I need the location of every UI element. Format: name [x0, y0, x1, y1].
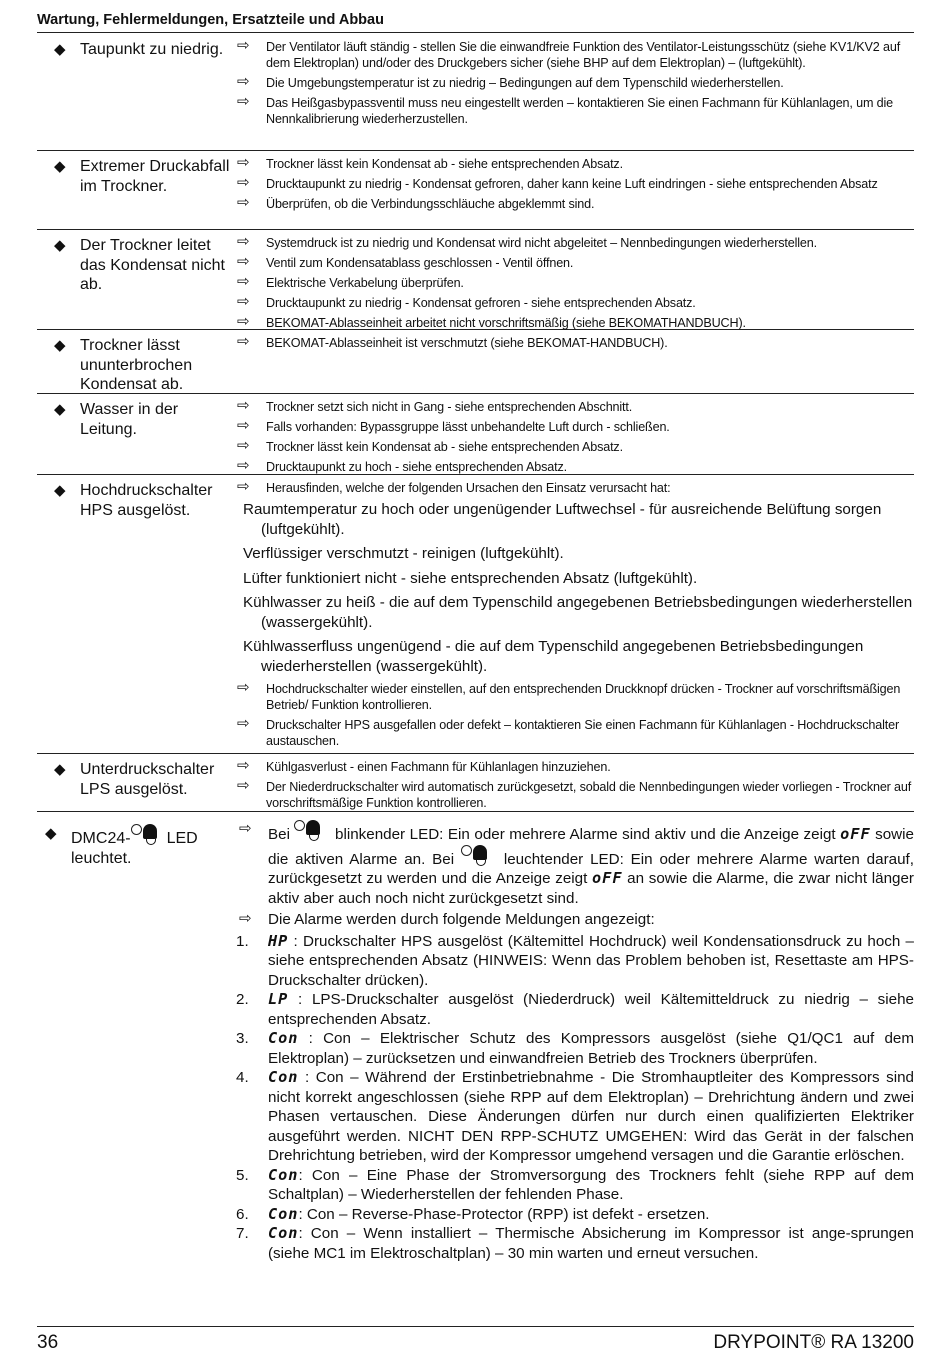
alarm-item: 6. Con: Con – Reverse-Phase-Protector (RPP) ist defekt - ersetzen. [236, 1204, 710, 1223]
remedy-item: ⇨ Elektrische Verkabelung überprüfen. [237, 273, 464, 290]
remedy-item: ⇨ Trockner lässt kein Kondensat ab - siehe entsprechenden Absatz. [237, 437, 623, 454]
table-row [37, 34, 914, 151]
table-row [37, 230, 914, 330]
arrow-right-icon: ⇨ [237, 715, 250, 732]
arrow-right-icon: ⇨ [237, 93, 250, 110]
diamond-bullet-icon: ◆ [54, 237, 66, 254]
arrow-right-icon: ⇨ [237, 293, 250, 310]
cause-item: Verflüssiger verschmutzt - reinigen (luftgekühlt). [243, 545, 564, 562]
arrow-right-icon: ⇨ [237, 397, 250, 414]
alarm-bell-icon [131, 824, 167, 846]
display-code: Con [268, 1204, 299, 1223]
arrow-right-icon: ⇨ [237, 679, 250, 696]
display-code: oFF [592, 869, 623, 887]
display-code: Con [268, 1224, 299, 1242]
arrow-right-icon: ⇨ [237, 478, 250, 495]
remedy-cell [236, 820, 914, 1263]
alarm-bell-icon [461, 845, 497, 867]
fault-text: Taupunkt zu niedrig. [80, 41, 224, 58]
product-name: DRYPOINT® RA 13200 [713, 1332, 914, 1353]
troubleshooting-table [37, 34, 914, 1312]
display-code: Con [268, 1068, 299, 1086]
fault-cell [54, 481, 234, 520]
fault-cell [54, 400, 234, 439]
remedy-item: ⇨ BEKOMAT-Ablasseinheit arbeitet nicht vorschriftsmäßig (siehe BEKOMATHANDBUCH). [237, 313, 746, 330]
display-code: oFF [840, 825, 871, 843]
remedy-item: ⇨ Die Alarme werden durch folgende Meldungen angezeigt: [239, 910, 655, 928]
remedy-item: ⇨ Ventil zum Kondensatablass geschlossen - Ventil öffnen. [237, 253, 574, 270]
page-number: 36 [37, 1332, 59, 1353]
remedy-item: ⇨ Bei blinkender LED: Ein oder mehrere Alarme sind aktiv und die Anzeige zeigt oFF sowie die aktiven Alarme an. Bei leuchtender LED: Ein oder mehrere Alarme warten darauf, zurückgesetzt zu werden und die Anzeige zeigt oFF an sowie die Alarme, die zwar nicht länger aktiv aber auch noch nicht zurückgesetzt sind. [239, 820, 914, 907]
arrow-right-icon: ⇨ [237, 194, 250, 211]
table-row [37, 812, 914, 1312]
display-code: LP [268, 990, 289, 1008]
remedy-item: ⇨ Die Umgebungstemperatur ist zu niedrig – Bedingungen auf dem Typenschild wiederherstellen. [237, 73, 784, 90]
arrow-right-icon: ⇨ [237, 253, 250, 270]
display-code: HP [268, 931, 289, 950]
diamond-bullet-icon: ◆ [54, 761, 66, 778]
remedy-item: ⇨ Drucktaupunkt zu hoch - siehe entsprechenden Absatz. [237, 457, 567, 474]
header-divider [37, 32, 914, 33]
diamond-bullet-icon: ◆ [54, 401, 66, 418]
arrow-right-icon: ⇨ [237, 333, 250, 350]
alarm-item: 3. Con : Con – Elektrischer Schutz des Kompressors ausgelöst (siehe Q1/QC1 auf dem Elektroplan) – zurücksetzen und einwandfreien Betrieb des Trockners überprüfen. [236, 1029, 914, 1067]
remedy-item: ⇨ Hochdruckschalter wieder einstellen, auf den entsprechenden Druckknopf drücken - Trockner auf vorschriftsmäßigen Betrieb/ Funktion kontrollieren. [237, 679, 901, 712]
fault-cell [54, 760, 234, 799]
remedy-item: ⇨ Trockner lässt kein Kondensat ab - siehe entsprechenden Absatz. [237, 154, 623, 171]
arrow-right-icon: ⇨ [237, 174, 250, 191]
fault-text: DMC24- [71, 830, 131, 847]
table-row [37, 754, 914, 812]
remedy-item: ⇨ Falls vorhanden: Bypassgruppe lässt unbehandelte Luft durch - schließen. [237, 417, 670, 434]
cause-item: Kühlwasser zu heiß - die auf dem Typenschild angegebenen Betriebsbedingungen wiederherstellen (wassergekühlt). [243, 594, 913, 631]
remedy-item: ⇨ Der Ventilator läuft ständig - stellen Sie die einwandfreie Funktion des Ventilator-Leistungsschütz (siehe KV1/KV2 auf dem Elektroplan) und/oder des Druckgebers sicher (siehe BHP auf dem Elektroplan) – (luftgekühlt). [237, 37, 901, 70]
fault-cell [45, 824, 225, 868]
alarm-item: 7. Con: Con – Wenn installiert – Thermische Absicherung im Kompressor ist ange-sprungen (siehe MC1 im Elektroschaltplan) – 30 min warten und erneut versuchen. [236, 1224, 914, 1262]
arrow-right-icon: ⇨ [237, 777, 250, 794]
remedy-item: ⇨ Trockner setzt sich nicht in Gang - siehe entsprechenden Abschnitt. [237, 397, 633, 414]
page-header: Wartung, Fehlermeldungen, Ersatzteile und Abbau [37, 12, 384, 28]
cause-item: Kühlwasserfluss ungenügend - die auf dem Typenschild angegebenen Betriebsbedingungen wiederherstellen (wassergekühlt). [243, 638, 864, 675]
arrow-right-icon: ⇨ [239, 910, 252, 927]
remedy-item: ⇨ Drucktaupunkt zu niedrig - Kondensat gefroren, daher kann keine Luft eindringen - siehe entsprechenden Absatz [237, 174, 878, 191]
arrow-right-icon: ⇨ [237, 73, 250, 90]
table-row [37, 330, 914, 394]
fault-cell [54, 236, 234, 295]
alarm-item: 5. Con: Con – Eine Phase der Stromversorgung des Trockners fehlt (siehe RPP auf dem Schaltplan) – Wiederherstellen der fehlenden Phase. [236, 1165, 914, 1203]
arrow-right-icon: ⇨ [237, 417, 250, 434]
arrow-right-icon: ⇨ [237, 457, 250, 474]
fault-text: Extremer Druckabfall im Trockner. [80, 158, 230, 195]
fault-text: Der Trockner leitet das Kondensat nicht ab. [80, 237, 225, 293]
remedy-cell [237, 759, 914, 815]
remedy-item: ⇨ Druckschalter HPS ausgefallen oder defekt – kontaktieren Sie einen Fachmann für Kühlanlagen - Hochdruckschalter austauschen. [237, 715, 899, 748]
arrow-right-icon: ⇨ [237, 273, 250, 290]
fault-text: Wasser in der Leitung. [80, 401, 179, 438]
fault-text: Unterdruckschalter LPS ausgelöst. [80, 761, 215, 798]
remedy-item: ⇨ Der Niederdruckschalter wird automatisch zurückgesetzt, sobald die Nennbedingungen wieder vorliegen - Trockner auf vorschriftsmäßige Funktion kontrollieren. [237, 777, 912, 810]
fault-cell [54, 336, 234, 395]
arrow-right-icon: ⇨ [239, 820, 252, 837]
diamond-bullet-icon: ◆ [54, 158, 66, 175]
cause-item: Lüfter funktioniert nicht - siehe entsprechenden Absatz (luftgekühlt). [243, 569, 698, 587]
remedy-cell [237, 39, 914, 131]
alarm-item: 2. LP : LPS-Druckschalter ausgelöst (Niederdruck) weil Kältemitteldruck zu niedrig – siehe entsprechenden Absatz. [236, 990, 914, 1028]
diamond-bullet-icon: ◆ [54, 41, 66, 58]
arrow-right-icon: ⇨ [237, 233, 250, 250]
remedy-cell [237, 399, 914, 479]
arrow-right-icon: ⇨ [237, 313, 250, 330]
display-code: Con [268, 1029, 299, 1047]
remedy-item: ⇨ Kühlgasverlust - einen Fachmann für Kühlanlagen hinzuziehen. [237, 757, 611, 774]
table-row [37, 475, 914, 754]
fault-text: Trockner lässt ununterbrochen Kondensat ab. [80, 337, 193, 393]
arrow-right-icon: ⇨ [237, 37, 250, 54]
table-row [37, 151, 914, 230]
remedy-item: ⇨ Überprüfen, ob die Verbindungsschläuche abgeklemmt sind. [237, 194, 595, 211]
fault-text: Hochdruckschalter HPS ausgelöst. [80, 482, 213, 519]
diamond-bullet-icon: ◆ [54, 482, 66, 499]
remedy-item: ⇨ Das Heißgasbypassventil muss neu eingestellt werden – kontaktieren Sie einen Fachmann für Kühlanlagen, um die Nennkalibrierung wiederherzustellen. [237, 93, 893, 126]
fault-text: LED leuchtet. [71, 830, 198, 867]
remedy-item: ⇨ BEKOMAT-Ablasseinheit ist verschmutzt (siehe BEKOMAT-HANDBUCH). [237, 333, 668, 350]
remedy-cell [237, 335, 914, 355]
remedy-item: ⇨ Systemdruck ist zu niedrig und Kondensat wird nicht abgeleitet – Nennbedingungen wiederherstellen. [237, 233, 817, 250]
display-code: Con [268, 1165, 299, 1184]
alarm-bell-icon [294, 820, 330, 842]
remedy-item: ⇨ Drucktaupunkt zu niedrig - Kondensat gefroren - siehe entsprechenden Absatz. [237, 293, 696, 310]
diamond-bullet-icon: ◆ [45, 825, 57, 842]
diamond-bullet-icon: ◆ [54, 337, 66, 354]
remedy-cell [237, 235, 914, 335]
cause-item: Raumtemperatur zu hoch oder ungenügender Luftwechsel - für ausreichende Belüftung sorgen (luftgekühlt). [243, 501, 882, 538]
remedy-cell [237, 156, 914, 216]
table-row [37, 394, 914, 475]
alarm-item: 4. Con : Con – Während der Erstinbetriebnahme - Die Stromhauptleiter des Kompressors sind nicht korrekt angeschlossen (siehe RPP auf dem Elektroplan) – Drehrichtung ändern und zwei Phasen vertauschen. Diese Änderungen dürfen nur durch einen qualifizierten Elektriker ausgeführt werden. NICHT DEN RPP-SCHUTZ UMGEHEN: Wird das Gerät in der falschen Drehrichtung betrieben, wird der Kompressor umgehend versagen und die Garantie erlöschen. [236, 1068, 914, 1164]
footer-divider [37, 1326, 914, 1327]
remedy-item: ⇨ Herausfinden, welche der folgenden Ursachen den Einsatz verursacht hat: [237, 478, 671, 495]
arrow-right-icon: ⇨ [237, 154, 250, 171]
fault-cell [54, 40, 234, 60]
remedy-cell [237, 480, 914, 753]
arrow-right-icon: ⇨ [237, 757, 250, 774]
fault-cell [54, 157, 234, 196]
alarm-item: 1. HP : Druckschalter HPS ausgelöst (Kältemittel Hochdruck) weil Kondensationsdruck zu hoch – siehe entsprechenden Absatz (HINWEIS: Wenn das Problem behoben ist, Resettaste am HPS-Druckschalter drücken). [236, 931, 914, 989]
arrow-right-icon: ⇨ [237, 437, 250, 454]
